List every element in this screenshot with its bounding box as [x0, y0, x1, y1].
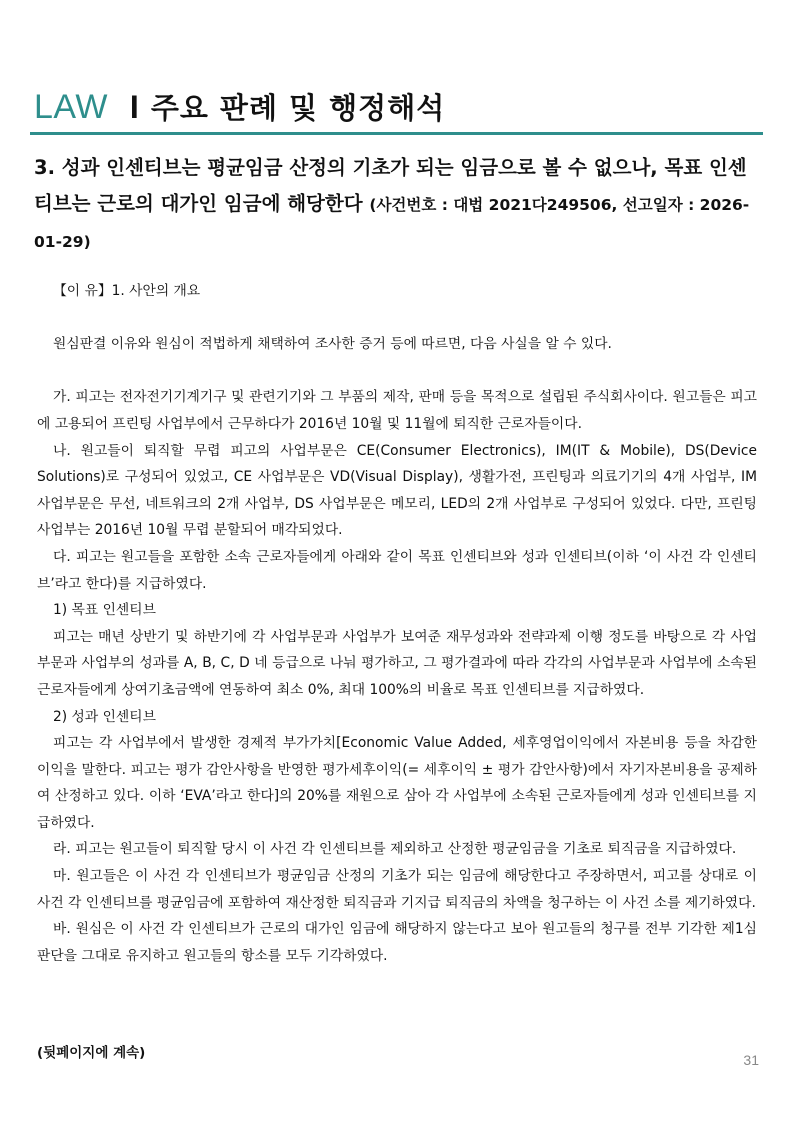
continued-note: (뒷페이지에 계속) [37, 1045, 146, 1061]
page-number: 31 [743, 1052, 759, 1068]
document-body [37, 278, 757, 969]
section-title: 주요 판례 및 행정해석 [150, 91, 446, 125]
header-rule [30, 132, 763, 135]
case-title-block [34, 150, 764, 260]
paragraph-na: 나. 원고들이 퇴직할 무렵 피고의 사업부문은 CE(Consumer Electronics), IM(IT & Mobile), DS(Device Solutions)로 구성되어 있었고, CE 사업부문은 VD(Visual Display), 생활가전, 프린팅과 의료기기의 4개 사업부, IM 사업부문은 무선, 네트워크의 2개 사업부, DS 사업부문은 메모리, LED의 2개 사업부로 구성되어 있었다. 다만, 프린팅 사업부는 2016년 10월 무렵 분할되어 매각되었다. [37, 442, 757, 539]
paragraph-ma: 마. 원고들은 이 사건 각 인센티브가 평균임금 산정의 기초가 되는 임금에 해당한다고 주장하면서, 피고를 상대로 이 사건 각 인센티브를 평균임금에 포함하여 재산정한 퇴직금과 기지급 퇴직금의 차액을 청구하는 이 사건 소를 제기하였다. [37, 868, 757, 911]
case-title: 3. 성과 인센티브는 평균임금 산정의 기초가 되는 임금으로 볼 수 없으나, 목표 인센티브는 근로의 대가인 임금에 해당한다 [34, 156, 747, 215]
paragraph-reason-heading: 【이 유】1. 사안의 개요 [53, 283, 201, 299]
case-meta: (사건번호 : 대법 2021다249506, 선고일자 : 2026-01-29) [34, 196, 750, 251]
paragraph-ba: 바. 원심은 이 사건 각 인센티브가 근로의 대가인 임금에 해당하지 않는다고 보아 원고들의 청구를 전부 기각한 제1심 판단을 그대로 유지하고 원고들의 항소를 모두 기각하였다. [37, 921, 757, 964]
paragraph-performance-incentive: 피고는 각 사업부에서 발생한 경제적 부가가치[Economic Value Added, 세후영업이익에서 자본비용 등을 차감한 이익을 말한다. 피고는 평가 감안사항을 반영한 평가세후이익(= 세후이익 ± 평가 감안사항)에서 자기자본비용을 공제하여 산정하고 있다. 이하 ‘EVA’라고 한다]의 20%를 재원으로 삼아 각 사업부에 소속된 근로자들에게 성과 인센티브를 지급하였다. [37, 735, 757, 831]
header-line [34, 86, 763, 127]
paragraph-target-incentive: 피고는 매년 상반기 및 하반기에 각 사업부문과 사업부가 보여준 재무성과와 전략과제 이행 정도를 바탕으로 각 사업부문과 사업부의 성과를 A, B, C, D 네 등급으로 나눠 평가하고, 그 평가결과에 따라 각각의 사업부문과 사업부에 소속된 근로자들에게 상여기초금액에 연동하여 최소 0%, 최대 100%의 비율로 목표 인센티브를 지급하였다. [37, 628, 757, 698]
spacer [37, 305, 757, 332]
subheading-target-incentive: 1) 목표 인센티브 [53, 602, 156, 619]
brand-label: LAW [34, 88, 108, 126]
subheading-performance-incentive: 2) 성과 인센티브 [53, 708, 156, 725]
paragraph-ra: 라. 피고는 원고들이 퇴직할 당시 이 사건 각 인센티브를 제외하고 산정한 평균임금을 기초로 퇴직금을 지급하였다. [53, 841, 737, 858]
paragraph-da: 다. 피고는 원고들을 포함한 소속 근로자들에게 아래와 같이 목표 인센티브와 성과 인센티브(이하 ‘이 사건 각 인센티브’라고 한다)를 지급하였다. [37, 548, 757, 592]
header-separator: I [129, 89, 139, 125]
paragraph-intro: 원심판결 이유와 원심이 적법하게 채택하여 조사한 증거 등에 따르면, 다음 사실을 알 수 있다. [53, 336, 612, 353]
page-header [34, 86, 763, 127]
spacer [37, 358, 757, 385]
paragraph-ga: 가. 피고는 전자전기기계기구 및 관련기기와 그 부품의 제작, 판매 등을 목적으로 설립된 주식회사이다. 원고들은 피고에 고용되어 프린팅 사업부에서 근무하다가 2016년 10월 및 11월에 퇴직한 근로자들이다. [37, 389, 757, 432]
